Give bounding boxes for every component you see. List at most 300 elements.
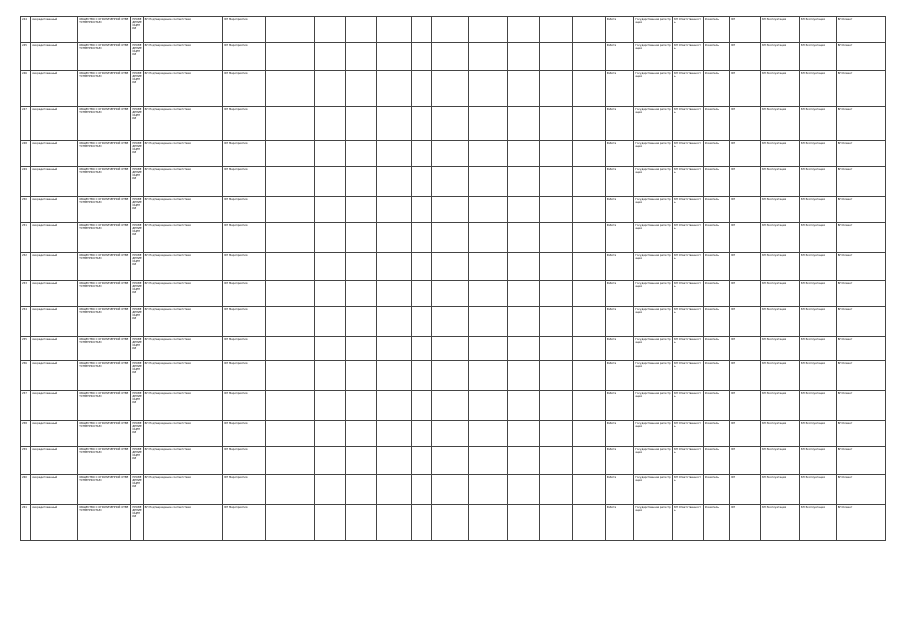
table-cell: БП Эксплуатация bbox=[799, 17, 836, 43]
table-cell: Государственная регистрация bbox=[634, 197, 673, 223]
table-cell: БП Клиент bbox=[836, 505, 885, 541]
table-cell: Указатель bbox=[703, 447, 730, 475]
table-cell: ПРОВЕДЕНИЕ ОЦЕНКИ bbox=[131, 17, 143, 43]
table-cell: Государственная регистрация bbox=[634, 71, 673, 107]
table-cell bbox=[468, 391, 507, 421]
table-cell: БП Мероприятия bbox=[223, 141, 266, 167]
table-cell: БП Ответственность bbox=[673, 71, 704, 107]
table-cell: БП Ответственность bbox=[673, 505, 704, 541]
table-cell bbox=[376, 337, 411, 361]
table-cell: БП Эксплуатация bbox=[761, 197, 800, 223]
table-cell bbox=[411, 505, 431, 541]
table-cell bbox=[266, 17, 315, 43]
table-cell: Работа bbox=[605, 505, 634, 541]
table-cell: БП bbox=[730, 107, 761, 141]
table-cell: Указатель bbox=[703, 71, 730, 107]
table-cell bbox=[573, 141, 606, 167]
table-row bbox=[21, 337, 886, 361]
table-row bbox=[21, 447, 886, 475]
table-cell bbox=[431, 307, 468, 337]
table-cell bbox=[346, 223, 377, 253]
table-cell: Работа bbox=[605, 281, 634, 307]
table-cell: Государственная регистрация bbox=[634, 337, 673, 361]
table-cell: 260 bbox=[21, 475, 31, 505]
table-cell bbox=[411, 223, 431, 253]
table-cell: ОБЩЕСТВО С ОГРАНИЧЕННОЙ ОТВЕТСТВЕННОСТЬЮ bbox=[78, 391, 131, 421]
table-cell bbox=[468, 307, 507, 337]
table-cell bbox=[507, 197, 540, 223]
table-cell: БП bbox=[730, 253, 761, 281]
table-cell: Государственная регистрация bbox=[634, 281, 673, 307]
table-cell bbox=[315, 391, 346, 421]
table-cell: БП Эксплуатация bbox=[799, 421, 836, 447]
table-cell bbox=[540, 447, 573, 475]
table-cell: БП bbox=[730, 223, 761, 253]
table-cell bbox=[573, 197, 606, 223]
table-cell bbox=[376, 17, 411, 43]
table-row bbox=[21, 253, 886, 281]
table-cell: БП Подтверждение соответствия bbox=[143, 421, 223, 447]
table-cell: 261 bbox=[21, 505, 31, 541]
table-cell: ОБЩЕСТВО С ОГРАНИЧЕННОЙ ОТВЕТСТВЕННОСТЬЮ bbox=[78, 447, 131, 475]
table-cell bbox=[376, 223, 411, 253]
table-cell: 249 bbox=[21, 167, 31, 197]
table-cell: БП Клиент bbox=[836, 197, 885, 223]
table-cell: БП Клиент bbox=[836, 361, 885, 391]
table-cell bbox=[468, 421, 507, 447]
table-cell bbox=[468, 253, 507, 281]
table-cell: БП Мероприятия bbox=[223, 475, 266, 505]
table-cell: БП bbox=[730, 361, 761, 391]
table-row bbox=[21, 107, 886, 141]
table-cell: ОБЩЕСТВО С ОГРАНИЧЕННОЙ ОТВЕТСТВЕННОСТЬЮ bbox=[78, 337, 131, 361]
table-cell: ОБЩЕСТВО С ОГРАНИЧЕННОЙ ОТВЕТСТВЕННОСТЬЮ bbox=[78, 43, 131, 71]
table-cell bbox=[431, 361, 468, 391]
table-cell: 254 bbox=[21, 307, 31, 337]
table-cell: ОБЩЕСТВО С ОГРАНИЧЕННОЙ ОТВЕТСТВЕННОСТЬЮ bbox=[78, 197, 131, 223]
table-cell: Аккредитованный bbox=[31, 447, 78, 475]
table-cell: Аккредитованный bbox=[31, 17, 78, 43]
table-cell bbox=[507, 421, 540, 447]
table-cell: Работа bbox=[605, 421, 634, 447]
table-cell: БП Эксплуатация bbox=[799, 361, 836, 391]
table-cell bbox=[573, 71, 606, 107]
table-cell: БП Эксплуатация bbox=[761, 223, 800, 253]
table-cell: Работа bbox=[605, 141, 634, 167]
table-cell: БП Ответственность bbox=[673, 307, 704, 337]
table-cell bbox=[315, 43, 346, 71]
table-cell bbox=[411, 281, 431, 307]
table-cell: Государственная регистрация bbox=[634, 107, 673, 141]
table-cell: БП Эксплуатация bbox=[799, 307, 836, 337]
table-cell: БП Мероприятия bbox=[223, 253, 266, 281]
table-cell bbox=[468, 71, 507, 107]
table-cell bbox=[376, 167, 411, 197]
table-row bbox=[21, 17, 886, 43]
table-cell: БП Эксплуатация bbox=[799, 447, 836, 475]
table-cell bbox=[507, 307, 540, 337]
table-cell bbox=[431, 43, 468, 71]
table-cell bbox=[376, 391, 411, 421]
table-cell bbox=[411, 475, 431, 505]
table-row bbox=[21, 71, 886, 107]
table-cell: БП Мероприятия bbox=[223, 43, 266, 71]
table-cell: ОБЩЕСТВО С ОГРАНИЧЕННОЙ ОТВЕТСТВЕННОСТЬЮ bbox=[78, 107, 131, 141]
table-cell: ПРОВЕДЕНИЕ ОЦЕНКИ bbox=[131, 475, 143, 505]
table-cell: ПРОВЕДЕНИЕ ОЦЕНКИ bbox=[131, 505, 143, 541]
table-cell: БП Подтверждение соответствия bbox=[143, 141, 223, 167]
table-cell: БП Эксплуатация bbox=[799, 107, 836, 141]
table-cell bbox=[431, 391, 468, 421]
table-cell: Работа bbox=[605, 361, 634, 391]
table-cell bbox=[540, 253, 573, 281]
table-cell bbox=[468, 107, 507, 141]
table-cell bbox=[266, 253, 315, 281]
table-cell bbox=[315, 71, 346, 107]
table-cell bbox=[540, 337, 573, 361]
table-cell: Работа bbox=[605, 197, 634, 223]
table-cell bbox=[468, 167, 507, 197]
table-cell: БП Подтверждение соответствия bbox=[143, 43, 223, 71]
table-cell bbox=[376, 107, 411, 141]
table-cell: БП bbox=[730, 167, 761, 197]
table-cell: ПРОВЕДЕНИЕ ОЦЕНКИ bbox=[131, 141, 143, 167]
table-cell: БП Подтверждение соответствия bbox=[143, 447, 223, 475]
table-cell: БП Ответственность bbox=[673, 107, 704, 141]
table-cell bbox=[431, 71, 468, 107]
table-cell: Государственная регистрация bbox=[634, 223, 673, 253]
table-cell: БП Клиент bbox=[836, 223, 885, 253]
table-cell: БП Подтверждение соответствия bbox=[143, 253, 223, 281]
table-cell: БП Подтверждение соответствия bbox=[143, 107, 223, 141]
table-cell: Государственная регистрация bbox=[634, 43, 673, 71]
table-cell bbox=[540, 107, 573, 141]
table-row bbox=[21, 307, 886, 337]
table-cell bbox=[573, 447, 606, 475]
table-cell bbox=[411, 337, 431, 361]
table-cell bbox=[346, 421, 377, 447]
table-cell: Указатель bbox=[703, 141, 730, 167]
table-cell: ПРОВЕДЕНИЕ ОЦЕНКИ bbox=[131, 421, 143, 447]
table-cell bbox=[411, 17, 431, 43]
table-cell: Аккредитованный bbox=[31, 475, 78, 505]
table-cell bbox=[540, 281, 573, 307]
table-cell: БП bbox=[730, 337, 761, 361]
table-cell: 244 bbox=[21, 17, 31, 43]
registry-table bbox=[20, 16, 886, 541]
table-cell: 259 bbox=[21, 447, 31, 475]
table-cell bbox=[315, 475, 346, 505]
table-cell: БП Клиент bbox=[836, 167, 885, 197]
table-cell bbox=[540, 197, 573, 223]
table-cell: Указатель bbox=[703, 307, 730, 337]
table-cell bbox=[468, 281, 507, 307]
table-cell bbox=[573, 107, 606, 141]
table-cell: ОБЩЕСТВО С ОГРАНИЧЕННОЙ ОТВЕТСТВЕННОСТЬЮ bbox=[78, 307, 131, 337]
table-cell bbox=[376, 505, 411, 541]
table-cell bbox=[540, 17, 573, 43]
table-cell: Государственная регистрация bbox=[634, 307, 673, 337]
table-cell: 248 bbox=[21, 141, 31, 167]
table-cell bbox=[411, 107, 431, 141]
table-cell bbox=[540, 71, 573, 107]
table-cell: Указатель bbox=[703, 17, 730, 43]
table-cell: БП Клиент bbox=[836, 307, 885, 337]
table-cell: ОБЩЕСТВО С ОГРАНИЧЕННОЙ ОТВЕТСТВЕННОСТЬЮ bbox=[78, 475, 131, 505]
table-cell: БП bbox=[730, 475, 761, 505]
table-cell: БП Эксплуатация bbox=[761, 361, 800, 391]
table-cell bbox=[315, 107, 346, 141]
table-cell: БП Клиент bbox=[836, 421, 885, 447]
table-cell bbox=[315, 167, 346, 197]
table-cell bbox=[346, 361, 377, 391]
table-cell: БП Мероприятия bbox=[223, 391, 266, 421]
table-cell bbox=[507, 391, 540, 421]
table-cell: Аккредитованный bbox=[31, 281, 78, 307]
table-row bbox=[21, 197, 886, 223]
table-cell bbox=[468, 223, 507, 253]
table-cell: БП Мероприятия bbox=[223, 167, 266, 197]
table-cell bbox=[266, 223, 315, 253]
table-cell: БП bbox=[730, 141, 761, 167]
table-cell: Аккредитованный bbox=[31, 391, 78, 421]
table-cell: БП Эксплуатация bbox=[799, 475, 836, 505]
table-cell: Аккредитованный bbox=[31, 107, 78, 141]
table-row bbox=[21, 43, 886, 71]
table-cell bbox=[573, 475, 606, 505]
table-cell bbox=[346, 107, 377, 141]
table-cell bbox=[468, 17, 507, 43]
table-cell bbox=[315, 337, 346, 361]
table-cell: 258 bbox=[21, 421, 31, 447]
table-cell: ПРОВЕДЕНИЕ ОЦЕНКИ bbox=[131, 391, 143, 421]
table-cell: Указатель bbox=[703, 43, 730, 71]
table-cell: Указатель bbox=[703, 421, 730, 447]
table-cell bbox=[540, 141, 573, 167]
table-row bbox=[21, 167, 886, 197]
table-cell: Указатель bbox=[703, 197, 730, 223]
table-cell bbox=[266, 43, 315, 71]
table-cell: БП Подтверждение соответствия bbox=[143, 197, 223, 223]
table-cell: ОБЩЕСТВО С ОГРАНИЧЕННОЙ ОТВЕТСТВЕННОСТЬЮ bbox=[78, 253, 131, 281]
table-cell bbox=[346, 17, 377, 43]
table-cell: БП Ответственность bbox=[673, 361, 704, 391]
table-cell: БП Ответственность bbox=[673, 281, 704, 307]
table-cell: Государственная регистрация bbox=[634, 141, 673, 167]
table-cell: Аккредитованный bbox=[31, 167, 78, 197]
table-cell bbox=[376, 253, 411, 281]
table-cell: Государственная регистрация bbox=[634, 167, 673, 197]
table-cell: БП Клиент bbox=[836, 475, 885, 505]
table-cell bbox=[411, 167, 431, 197]
table-cell: БП bbox=[730, 307, 761, 337]
table-cell: БП Подтверждение соответствия bbox=[143, 505, 223, 541]
table-cell bbox=[376, 307, 411, 337]
table-cell: Аккредитованный bbox=[31, 223, 78, 253]
table-cell: ПРОВЕДЕНИЕ ОЦЕНКИ bbox=[131, 307, 143, 337]
table-cell: Аккредитованный bbox=[31, 43, 78, 71]
table-cell bbox=[411, 71, 431, 107]
table-cell: БП Эксплуатация bbox=[799, 43, 836, 71]
table-cell bbox=[315, 447, 346, 475]
table-cell: Государственная регистрация bbox=[634, 253, 673, 281]
table-cell bbox=[431, 447, 468, 475]
table-cell: Работа bbox=[605, 447, 634, 475]
table-cell: ПРОВЕДЕНИЕ ОЦЕНКИ bbox=[131, 71, 143, 107]
table-cell: ОБЩЕСТВО С ОГРАНИЧЕННОЙ ОТВЕТСТВЕННОСТЬЮ bbox=[78, 141, 131, 167]
table-cell bbox=[376, 447, 411, 475]
table-cell: БП Подтверждение соответствия bbox=[143, 281, 223, 307]
table-cell bbox=[468, 197, 507, 223]
table-cell bbox=[507, 337, 540, 361]
table-cell bbox=[346, 71, 377, 107]
table-cell bbox=[346, 43, 377, 71]
table-cell: Работа bbox=[605, 391, 634, 421]
document-page bbox=[20, 16, 886, 618]
table-cell: БП Эксплуатация bbox=[799, 505, 836, 541]
table-cell bbox=[346, 253, 377, 281]
table-cell bbox=[315, 223, 346, 253]
table-cell: Работа bbox=[605, 223, 634, 253]
table-row bbox=[21, 281, 886, 307]
table-cell: Указатель bbox=[703, 253, 730, 281]
table-cell bbox=[507, 361, 540, 391]
table-cell: БП Мероприятия bbox=[223, 71, 266, 107]
table-cell: 253 bbox=[21, 281, 31, 307]
table-cell bbox=[346, 391, 377, 421]
table-row bbox=[21, 421, 886, 447]
table-cell bbox=[540, 307, 573, 337]
table-row bbox=[21, 223, 886, 253]
table-cell: БП bbox=[730, 281, 761, 307]
table-cell: БП Эксплуатация bbox=[761, 167, 800, 197]
table-cell: БП Эксплуатация bbox=[761, 475, 800, 505]
table-cell: ОБЩЕСТВО С ОГРАНИЧЕННОЙ ОТВЕТСТВЕННОСТЬЮ bbox=[78, 167, 131, 197]
table-cell: Работа bbox=[605, 17, 634, 43]
table-cell bbox=[468, 141, 507, 167]
table-row bbox=[21, 141, 886, 167]
table-cell bbox=[266, 307, 315, 337]
table-cell bbox=[266, 197, 315, 223]
table-cell bbox=[346, 337, 377, 361]
table-cell bbox=[266, 107, 315, 141]
table-cell bbox=[540, 361, 573, 391]
table-cell bbox=[411, 141, 431, 167]
table-cell: Аккредитованный bbox=[31, 337, 78, 361]
table-cell: ПРОВЕДЕНИЕ ОЦЕНКИ bbox=[131, 197, 143, 223]
table-cell bbox=[540, 391, 573, 421]
table-cell: БП Ответственность bbox=[673, 223, 704, 253]
table-cell: Работа bbox=[605, 337, 634, 361]
table-cell: БП Ответственность bbox=[673, 475, 704, 505]
table-cell bbox=[431, 421, 468, 447]
table-cell bbox=[507, 253, 540, 281]
table-cell: БП Клиент bbox=[836, 43, 885, 71]
table-cell bbox=[507, 223, 540, 253]
table-cell: Государственная регистрация bbox=[634, 391, 673, 421]
table-cell bbox=[468, 43, 507, 71]
table-cell bbox=[266, 421, 315, 447]
table-cell bbox=[431, 223, 468, 253]
table-cell bbox=[266, 167, 315, 197]
table-cell: Указатель bbox=[703, 361, 730, 391]
table-cell: БП Эксплуатация bbox=[799, 167, 836, 197]
table-cell bbox=[315, 281, 346, 307]
table-cell bbox=[573, 43, 606, 71]
table-cell: БП Эксплуатация bbox=[799, 197, 836, 223]
table-cell bbox=[468, 337, 507, 361]
table-cell: БП Мероприятия bbox=[223, 307, 266, 337]
table-cell bbox=[507, 447, 540, 475]
table-cell: БП Мероприятия bbox=[223, 107, 266, 141]
table-cell: Аккредитованный bbox=[31, 253, 78, 281]
table-cell: Работа bbox=[605, 253, 634, 281]
table-row bbox=[21, 475, 886, 505]
table-cell bbox=[315, 253, 346, 281]
table-cell: БП Клиент bbox=[836, 141, 885, 167]
table-cell bbox=[266, 505, 315, 541]
table-cell bbox=[431, 167, 468, 197]
table-cell: Работа bbox=[605, 107, 634, 141]
table-cell: БП Подтверждение соответствия bbox=[143, 475, 223, 505]
table-cell: БП Ответственность bbox=[673, 447, 704, 475]
table-cell bbox=[346, 447, 377, 475]
table-cell bbox=[468, 505, 507, 541]
table-cell bbox=[315, 17, 346, 43]
table-cell: БП Подтверждение соответствия bbox=[143, 361, 223, 391]
table-cell: Указатель bbox=[703, 167, 730, 197]
table-cell: Государственная регистрация bbox=[634, 361, 673, 391]
table-cell bbox=[573, 337, 606, 361]
table-cell bbox=[468, 361, 507, 391]
table-cell: Государственная регистрация bbox=[634, 505, 673, 541]
table-cell: БП bbox=[730, 43, 761, 71]
table-cell: БП Эксплуатация bbox=[799, 71, 836, 107]
table-cell bbox=[346, 197, 377, 223]
table-cell: БП Клиент bbox=[836, 253, 885, 281]
table-cell: БП Ответственность bbox=[673, 141, 704, 167]
table-cell: ПРОВЕДЕНИЕ ОЦЕНКИ bbox=[131, 337, 143, 361]
table-cell bbox=[507, 141, 540, 167]
table-cell: Аккредитованный bbox=[31, 71, 78, 107]
table-cell bbox=[266, 337, 315, 361]
table-cell bbox=[411, 421, 431, 447]
table-cell: 255 bbox=[21, 337, 31, 361]
table-cell: БП Клиент bbox=[836, 71, 885, 107]
table-cell: Указатель bbox=[703, 505, 730, 541]
table-row bbox=[21, 505, 886, 541]
table-cell bbox=[431, 197, 468, 223]
table-cell bbox=[573, 421, 606, 447]
table-cell: БП Эксплуатация bbox=[761, 307, 800, 337]
table-cell: Указатель bbox=[703, 391, 730, 421]
table-cell: БП Эксплуатация bbox=[761, 71, 800, 107]
table-cell bbox=[540, 43, 573, 71]
table-cell: БП bbox=[730, 447, 761, 475]
table-cell: Указатель bbox=[703, 223, 730, 253]
table-cell bbox=[376, 43, 411, 71]
table-cell bbox=[346, 281, 377, 307]
table-cell: Аккредитованный bbox=[31, 361, 78, 391]
table-cell bbox=[573, 223, 606, 253]
table-cell: БП Ответственность bbox=[673, 167, 704, 197]
table-cell bbox=[346, 141, 377, 167]
table-cell bbox=[376, 421, 411, 447]
table-cell: ОБЩЕСТВО С ОГРАНИЧЕННОЙ ОТВЕТСТВЕННОСТЬЮ bbox=[78, 421, 131, 447]
table-cell: БП Эксплуатация bbox=[799, 337, 836, 361]
table-cell: БП Ответственность bbox=[673, 197, 704, 223]
table-cell: БП Эксплуатация bbox=[761, 421, 800, 447]
